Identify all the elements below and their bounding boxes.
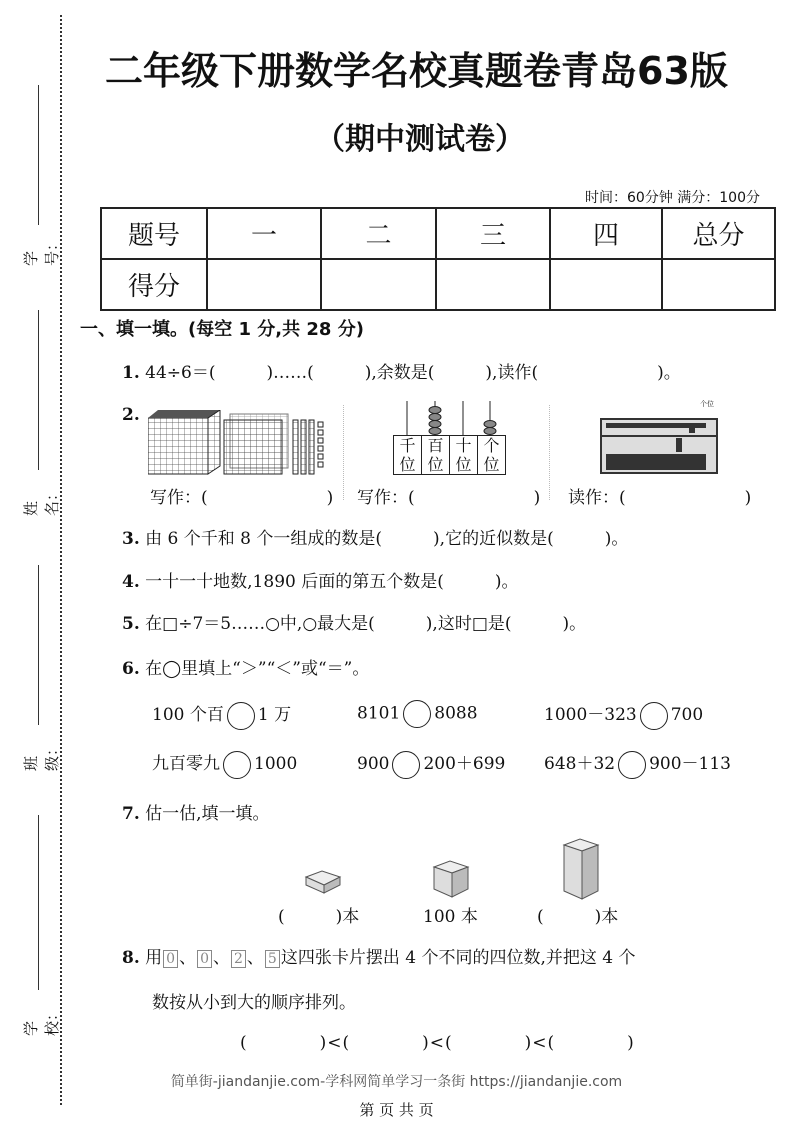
place-tens: 十 位 xyxy=(450,436,478,474)
header-cell: 四 xyxy=(550,208,662,259)
header-cell: 三 xyxy=(436,208,550,259)
question-7: 7. 估一估,填一填。 xyxy=(122,804,270,824)
binding-dotted-line xyxy=(60,15,62,1105)
compare-circle[interactable] xyxy=(403,700,431,728)
divider xyxy=(549,405,550,500)
score-cell[interactable] xyxy=(321,259,436,310)
question-text: 44÷6＝( )……( ),余数是( ),读作( )。 xyxy=(145,363,681,383)
compare-item: 100 个百 1 万 xyxy=(152,700,291,730)
page-subtitle: （期中测试卷） xyxy=(315,122,525,157)
question-8: 8. 用 0 、 0 、 2 、 5 这四张卡片摆出 4 个不同的四位数,并把这 4 个 xyxy=(122,948,636,968)
digit-card: 0 xyxy=(163,950,178,968)
question-2: 2. xyxy=(122,405,140,425)
question-8-line2: 数按从小到大的顺序排列。 xyxy=(152,993,356,1013)
page-title: 二年级下册数学名校真题卷青岛63版 xyxy=(105,49,728,93)
compare-item: 900 200＋699 xyxy=(357,749,505,779)
score-row-label: 得分 xyxy=(101,259,207,310)
ordering-blanks[interactable]: ( )<( )<( )<( ) xyxy=(240,1033,635,1053)
compare-circle[interactable] xyxy=(392,751,420,779)
header-cell: 总分 xyxy=(662,208,775,259)
digit-card: 0 xyxy=(197,950,212,968)
header-cell: 题号 xyxy=(101,208,207,259)
read-blank[interactable]: 读作：( ) xyxy=(568,488,752,508)
estimate-blank-2[interactable]: ( )本 xyxy=(537,907,619,927)
score-cell[interactable] xyxy=(207,259,321,310)
name-label: 姓名： xyxy=(22,485,61,516)
watermark: 简单街-jiandanjie.com-学科网简单学习一条街 https://jiandanjie.com xyxy=(170,1074,623,1090)
abacus-image xyxy=(600,418,718,474)
question-6: 6. 在◯里填上“＞”“＜”或“＝”。 xyxy=(122,659,370,679)
question-5: 5. 在□÷7＝5……○中,○最大是( ),这时□是( )。 xyxy=(122,614,587,634)
estimate-blank-1[interactable]: ( )本 xyxy=(278,907,360,927)
place-value-chart xyxy=(393,401,505,475)
score-cell[interactable] xyxy=(550,259,662,310)
page-number: 第 页 共 页 xyxy=(359,1101,434,1119)
compare-item: 648＋32 900－113 xyxy=(544,749,731,779)
student-id-label: 学号： xyxy=(22,235,61,266)
bead-rods xyxy=(393,401,505,437)
question-1: 1. 44÷6＝( )……( ),余数是( ),读作( )。 xyxy=(122,363,681,383)
section-heading: 一、填一填。(每空 1 分,共 28 分) xyxy=(80,319,364,340)
school-label: 学校： xyxy=(22,1005,61,1036)
compare-circle[interactable] xyxy=(223,751,251,779)
compare-item: 1000－323 700 xyxy=(544,700,703,730)
book-stacks-image xyxy=(300,835,610,900)
header-cell: 二 xyxy=(321,208,436,259)
divider xyxy=(343,405,344,500)
question-3: 3. 由 6 个千和 8 个一组成的数是( ),它的近似数是( )。 xyxy=(122,529,629,549)
digit-card: 2 xyxy=(231,950,246,968)
place-hundreds: 百 位 xyxy=(422,436,450,474)
class-label: 班级： xyxy=(22,740,61,771)
base-ten-blocks-image xyxy=(148,410,328,475)
question-4: 4. 一十一十地数,1890 后面的第五个数是( )。 xyxy=(122,572,519,592)
write-blank-2[interactable]: 写作：( ) xyxy=(357,488,541,508)
estimate-reference: 100 本 xyxy=(423,907,478,927)
compare-circle[interactable] xyxy=(227,702,255,730)
compare-circle[interactable] xyxy=(618,751,646,779)
header-cell: 一 xyxy=(207,208,321,259)
score-cell[interactable] xyxy=(436,259,550,310)
abacus-ones-label: 个位 xyxy=(700,400,714,408)
time-info: 时间：60分钟 满分：100分 xyxy=(585,190,760,206)
compare-item: 8101 8088 xyxy=(357,700,478,728)
compare-circle[interactable] xyxy=(640,702,668,730)
compare-item: 九百零九 1000 xyxy=(152,749,297,779)
place-thousands: 千 位 xyxy=(394,436,422,474)
place-ones: 个 位 xyxy=(483,436,500,474)
score-cell[interactable] xyxy=(662,259,775,310)
score-table xyxy=(100,207,776,311)
write-blank-1[interactable]: 写作：( ) xyxy=(150,488,334,508)
digit-card: 5 xyxy=(265,950,280,968)
